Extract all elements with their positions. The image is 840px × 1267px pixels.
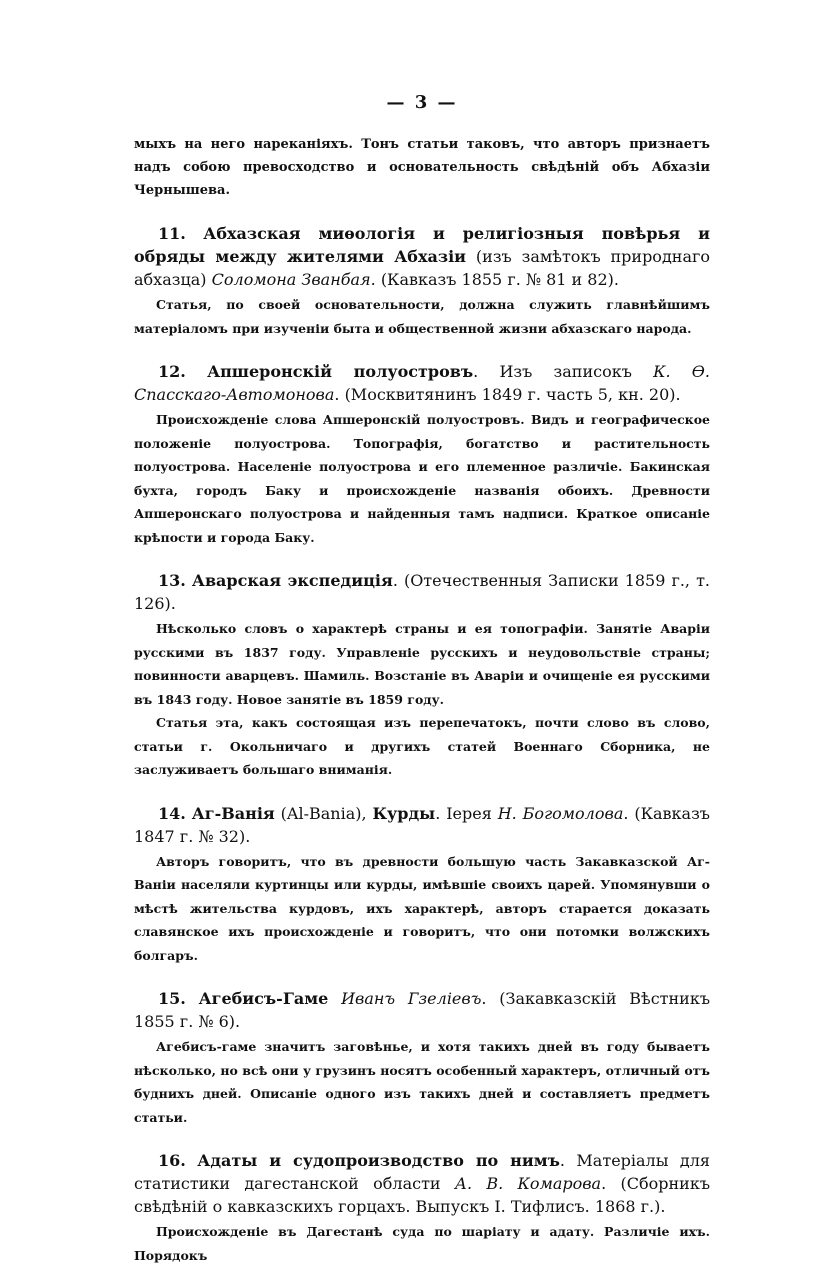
entry-author: К. Ѳ. Спасскаго-Автомонова bbox=[134, 362, 710, 404]
entry-heading bbox=[134, 1149, 710, 1218]
document-page bbox=[134, 92, 710, 1267]
entry-author: Соломона Званбая bbox=[211, 270, 371, 289]
entry-description: Происхожденіе слова Апшеронскій полуостровъ. Видъ и географическое положеніе полуострова. Топографія, богатство и растительность полуострова. Населеніе полуострова и его племенное различіе. Бакинская бухта, городъ Баку и происхожденіе названія обоихъ. Древности Апшеронскаго полуострова и найденныя тамъ надписи. Краткое описаніе крѣпости и города Баку. bbox=[134, 412, 710, 545]
entry-title: Аварская экспедиція bbox=[191, 571, 393, 590]
entry-author: Н. Богомолова bbox=[497, 803, 624, 823]
entry-source: . (Сборникъ свѣдѣній о кавказскихъ горцахъ. Выпускъ I. Тифлисъ. 1868 г.). bbox=[134, 1174, 711, 1216]
entry-heading bbox=[134, 987, 710, 1033]
entry-title-2: Курды bbox=[372, 803, 436, 823]
entry-source: . (Кавказъ 1855 г. № 81 и 82). bbox=[370, 270, 619, 289]
entry-description: Происхожденіе въ Дагестанѣ суда по шаріату и адату. Различіе ихъ. Порядокъ bbox=[134, 1224, 710, 1263]
continuation-text: мыхъ на него нареканіяхъ. Тонъ статьи таковъ, что авторъ признаетъ надъ собою превосходство и основательность свѣдѣній объ Абхазіи Чернышева. bbox=[134, 137, 710, 198]
entry-13 bbox=[134, 569, 710, 782]
entry-source-pre: . Матеріалы для статистики дагестанской области bbox=[134, 1151, 711, 1193]
entry-heading bbox=[134, 360, 710, 406]
entry-author: А. В. Комарова bbox=[454, 1174, 602, 1193]
entry-description: Агебисъ-гаме значитъ заговѣнье, и хотя такихъ дней въ году бываетъ нѣсколько, но всѣ они у грузинъ носятъ особенный характеръ, отличный отъ буднихъ дней. Описаніе одного изъ такихъ дней и составляетъ предметъ статьи. bbox=[134, 1039, 710, 1125]
entry-12 bbox=[134, 360, 710, 549]
entry-description: Авторъ говоритъ, что въ древности большую часть Закавказской Аг-Ваніи населяли куртинцы или курды, имѣвшіе своихъ царей. Упомянувши о мѣстѣ жительства курдовъ, ихъ характерѣ, авторъ старается доказать славянское ихъ происхожденіе и говоритъ, что они потомки волжскихъ болгаръ. bbox=[134, 853, 710, 963]
entry-number: 15. bbox=[158, 989, 186, 1008]
entry-source: . (Отечественныя Записки 1859 г., т. 126). bbox=[134, 571, 711, 613]
entry-15 bbox=[134, 987, 710, 1129]
entry-heading bbox=[134, 222, 710, 291]
entry-source-pre: (изъ замѣтокъ природнаго абхазца) bbox=[134, 247, 711, 289]
page-number: — 3 — bbox=[386, 92, 458, 113]
entry-title: Аг-Ванія bbox=[191, 803, 275, 823]
entry-source-pre: . Изъ записокъ bbox=[473, 362, 654, 381]
entry-source: . (Кавказъ 1847 г. № 32). bbox=[134, 803, 710, 846]
entry-title: Адаты и судопроизводство по нимъ bbox=[197, 1151, 560, 1170]
entry-14 bbox=[134, 802, 710, 968]
entry-heading bbox=[134, 569, 710, 615]
entry-title: Агебисъ-Гаме bbox=[198, 989, 329, 1008]
entry-heading bbox=[134, 802, 710, 848]
entry-source-pre bbox=[328, 989, 341, 1008]
entry-description: Нѣсколько словъ о характерѣ страны и ея топографіи. Занятіе Аваріи русскими въ 1837 году. Управленіе русскихъ и неудовольствіе страны; повинности аварцевъ. Шамиль. Возстаніе въ Аваріи и очищеніе ея русскими въ 1843 году. Новое занятіе въ 1859 году. bbox=[134, 621, 710, 707]
entry-source: . (Закавказскій Вѣстникъ 1855 г. № 6). bbox=[134, 989, 711, 1031]
entry-11 bbox=[134, 222, 710, 340]
entry-description: Статья, по своей основательности, должна служить главнѣйшимъ матеріаломъ при изученіи быта и общественной жизни абхазскаго народа. bbox=[134, 297, 710, 336]
entry-number: 13. bbox=[158, 571, 186, 590]
entry-title: Абхазская миѳологія и религіозныя повѣрья и обряды между жителями Абхазіи bbox=[134, 224, 710, 266]
entry-number: 11. bbox=[158, 224, 186, 243]
entry-number: 16. bbox=[158, 1151, 186, 1170]
entry-number: 14. bbox=[158, 803, 186, 823]
entry-author: Иванъ Гзеліевъ bbox=[341, 989, 482, 1008]
entry-source-pre: . Іерея bbox=[435, 803, 498, 823]
entry-title: Апшеронскій полуостровъ bbox=[207, 362, 474, 381]
entry-review: Статья эта, какъ состоящая изъ перепечатокъ, почти слово въ слово, статьи г. Окольничаго и другихъ статей Военнаго Сборника, не заслуживаетъ большаго вниманія. bbox=[134, 715, 710, 777]
entry-source: . (Москвитянинъ 1849 г. часть 5, кн. 20). bbox=[334, 385, 681, 404]
entry-number: 12. bbox=[158, 362, 186, 381]
entry-16 bbox=[134, 1149, 710, 1267]
entry-title-latin: (Al-Bania), bbox=[274, 803, 373, 823]
